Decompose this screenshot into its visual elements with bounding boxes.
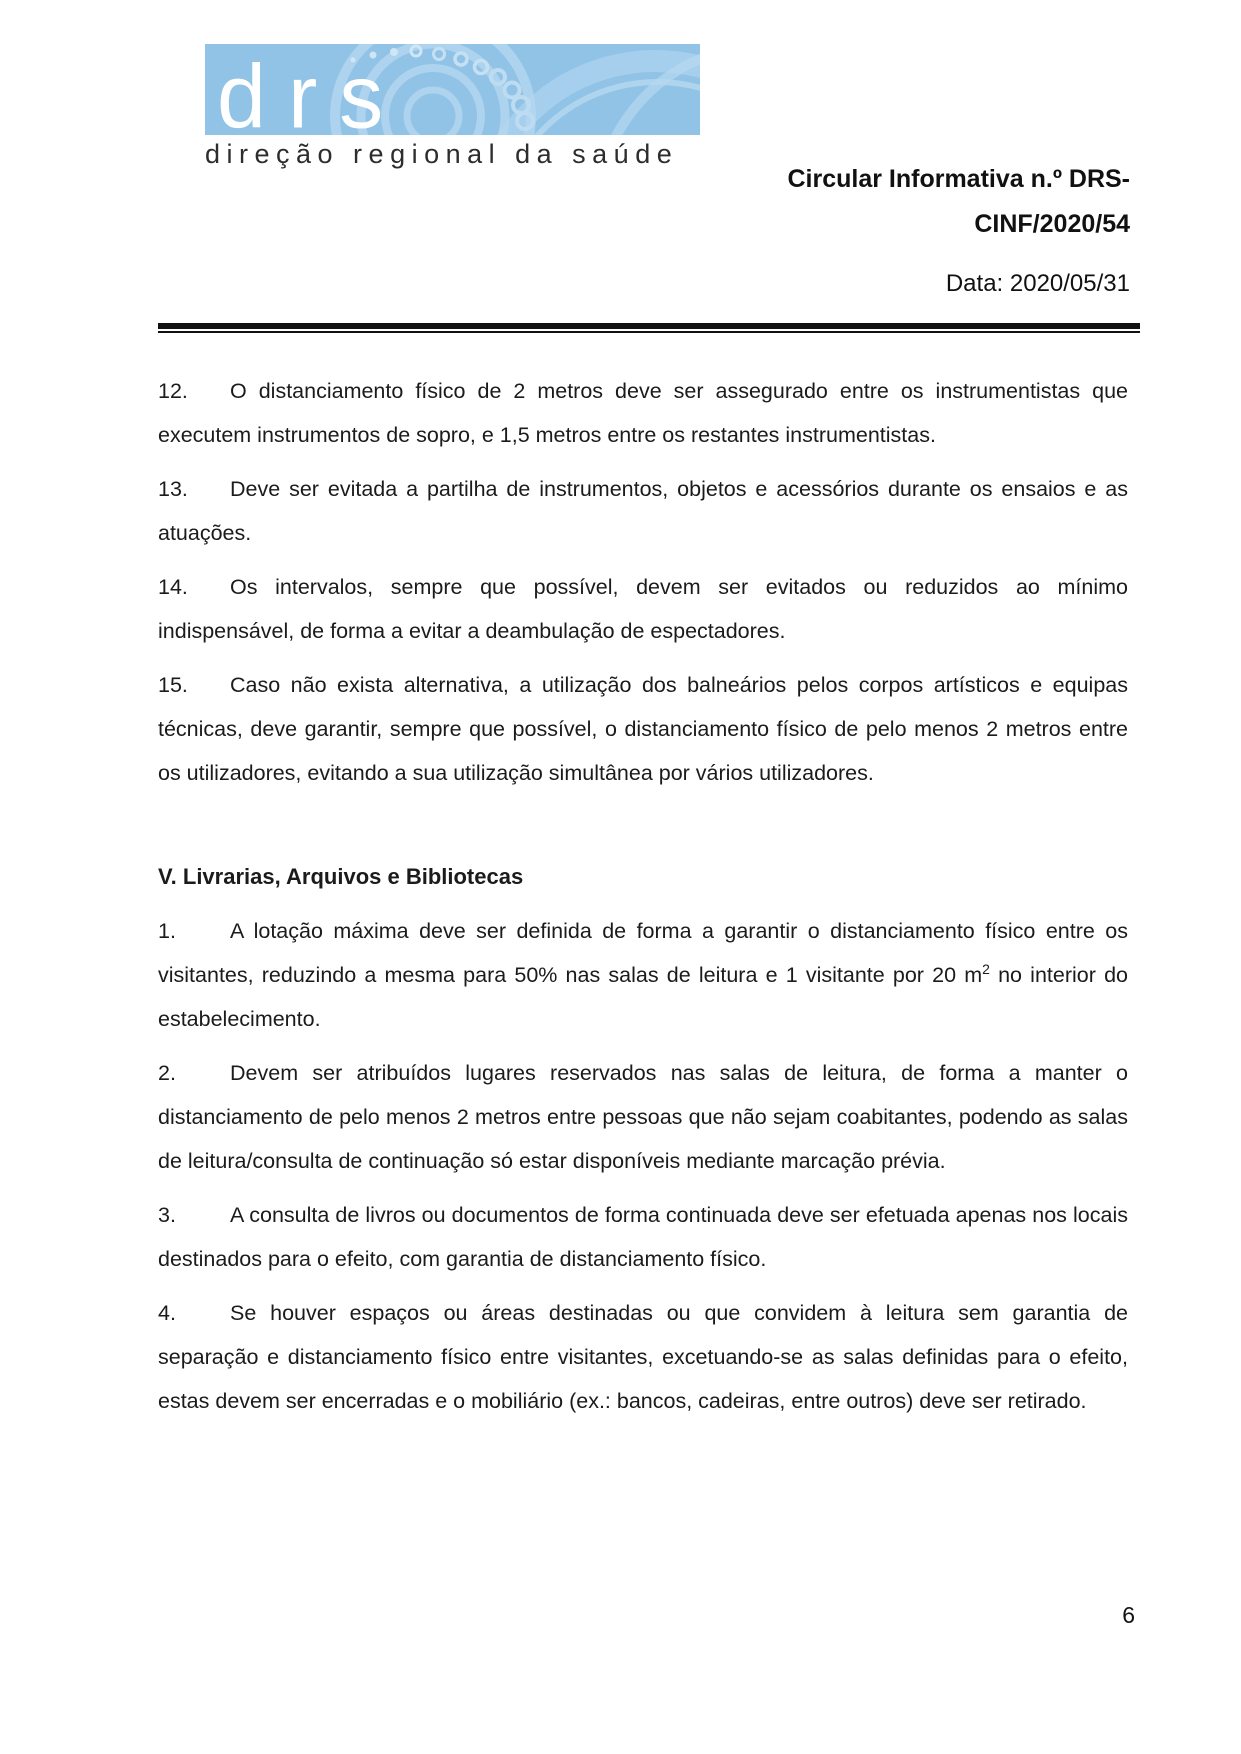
paragraph-number: 1. xyxy=(158,919,176,943)
document-date: Data: 2020/05/31 xyxy=(945,270,1130,297)
circular-title-line1: Circular Informativa n.º DRS- xyxy=(787,165,1130,193)
paragraph-text: Caso não exista alternativa, a utilização dos balneários pelos corpos artísticos e equipas técnicas, deve garantir, sempre que possível, o distanciamento físico de pelo menos 2 metros entre os utilizadores, evitando a sua utilização simultânea por vários utilizadores. xyxy=(158,673,1128,785)
paragraph-text: A lotação máxima deve ser definida de forma a garantir o distanciamento físico entre os visitantes, reduzindo a mesma para 50% nas salas de leitura e 1 visitante por 20 m xyxy=(158,919,1128,987)
paragraph-text: Os intervalos, sempre que possível, devem ser evitados ou reduzidos ao mínimo indispensável, de forma a evitar a deambulação de espectadores. xyxy=(158,575,1128,643)
paragraph-text: A consulta de livros ou documentos de forma continuada deve ser efetuada apenas nos locais destinados para o efeito, com garantia de distanciamento físico. xyxy=(158,1203,1128,1271)
paragraph-13 xyxy=(158,467,1128,555)
drs-logo xyxy=(205,44,700,135)
paragraph-text: no interior do estabelecimento. xyxy=(158,963,1128,1031)
header-separator-rule xyxy=(158,323,1140,333)
document-header xyxy=(787,157,1130,306)
paragraph-number: 14. xyxy=(158,575,188,599)
logo-caption: direção regional da saúde xyxy=(205,139,679,169)
paragraph-number: 15. xyxy=(158,673,188,697)
paragraph-text: Devem ser atribuídos lugares reservados nas salas de leitura, de forma a manter o distanciamento de pelo menos 2 metros entre pessoas que não sejam coabitantes, podendo as salas de leitura/consulta de continuação só estar disponíveis mediante marcação prévia. xyxy=(158,1061,1128,1173)
section-heading-v: V. Livrarias, Arquivos e Bibliotecas xyxy=(158,864,524,889)
paragraph-1 xyxy=(158,909,1128,1041)
paragraph-text: Deve ser evitada a partilha de instrumentos, objetos e acessórios durante os ensaios e as atuações. xyxy=(158,477,1128,545)
paragraph-4 xyxy=(158,1291,1128,1423)
paragraph-number: 3. xyxy=(158,1203,176,1227)
page-number: 6 xyxy=(1122,1602,1135,1628)
document-body xyxy=(158,369,1128,1433)
paragraph-number: 13. xyxy=(158,477,188,501)
paragraph-12 xyxy=(158,369,1128,457)
circular-title-line2: CINF/2020/54 xyxy=(974,210,1130,238)
paragraph-14 xyxy=(158,565,1128,653)
paragraph-number: 2. xyxy=(158,1061,176,1085)
paragraph-2 xyxy=(158,1051,1128,1183)
paragraph-number: 12. xyxy=(158,379,188,403)
paragraph-3 xyxy=(158,1193,1128,1281)
superscript-2: 2 xyxy=(982,960,990,977)
paragraph-text: Se houver espaços ou áreas destinadas ou que convidem à leitura sem garantia de separação e distanciamento físico entre visitantes, excetuando-se as salas definidas para o efeito, estas devem ser encerradas e o mobiliário (ex.: bancos, cadeiras, entre outros) deve ser retirado. xyxy=(158,1301,1128,1413)
paragraph-text: O distanciamento físico de 2 metros deve ser assegurado entre os instrumentistas que executem instrumentos de sopro, e 1,5 metros entre os restantes instrumentistas. xyxy=(158,379,1128,447)
paragraph-number: 4. xyxy=(158,1301,176,1325)
paragraph-15 xyxy=(158,663,1128,795)
logo-wordmark: drs xyxy=(217,46,406,135)
